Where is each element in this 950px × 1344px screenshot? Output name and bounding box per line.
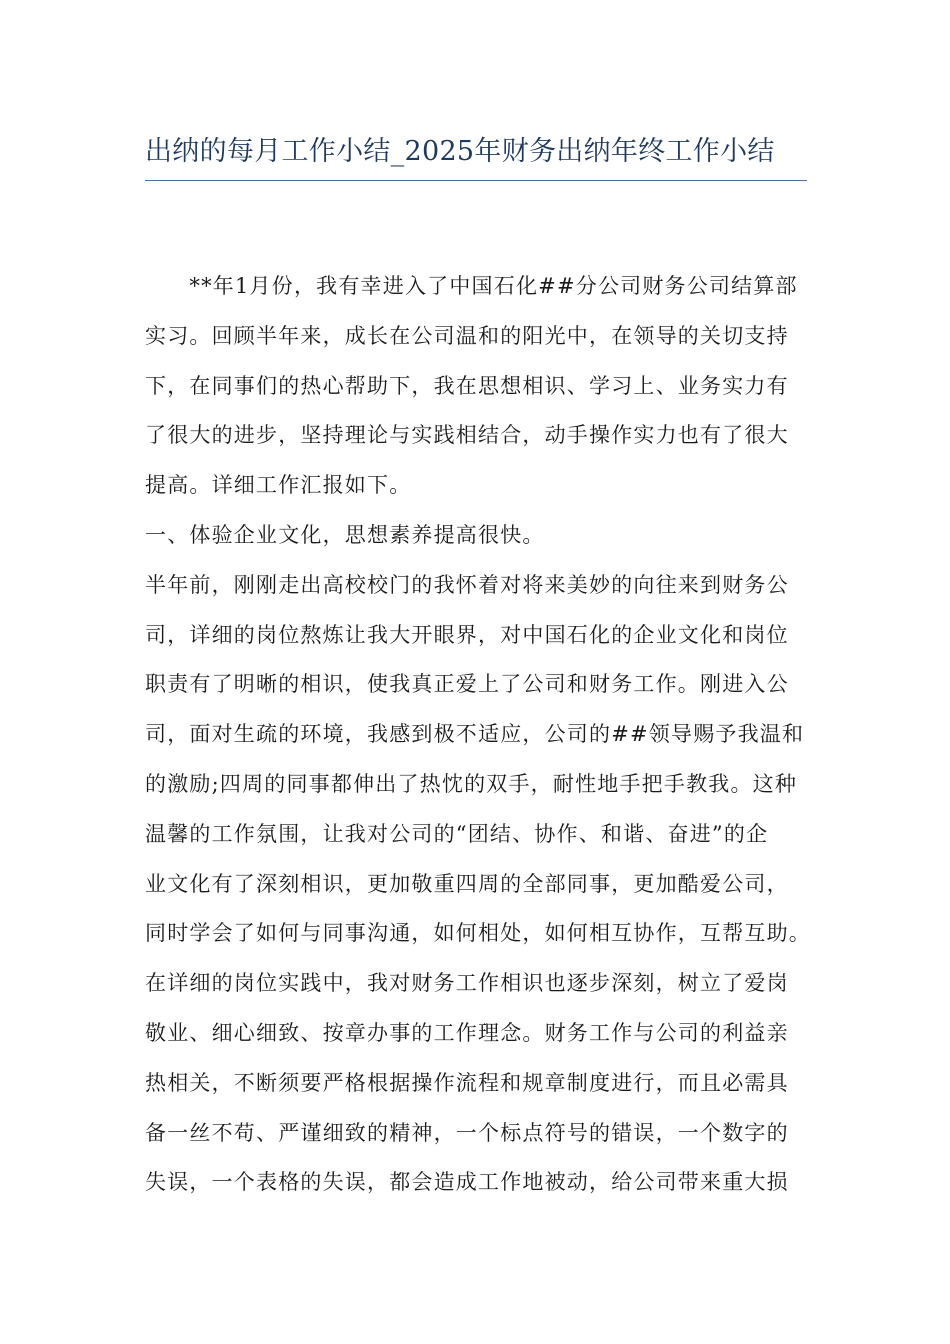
body-line: 业文化有了深刻相识，更加敬重四周的全部同事，更加酷爱公司， xyxy=(145,871,789,896)
body-line: 提高。详细工作汇报如下。 xyxy=(145,473,412,498)
body-line: 实习。回顾半年来，成长在公司温和的阳光中，在领导的关切支持 xyxy=(145,323,789,348)
body-line: 了很大的进步，坚持理论与实践相结合，动手操作实力也有了很大 xyxy=(145,423,789,448)
body-line: 下，在同事们的热心帮助下，我在思想相识、学习上、业务实力有 xyxy=(145,373,789,398)
title-underline xyxy=(145,180,807,181)
body-line: 司，面对生疏的环境，我感到极不适应，公司的##领导赐予我温和 xyxy=(145,722,805,747)
body-line: 职责有了明晰的相识，使我真正爱上了公司和财务工作。刚进入公 xyxy=(145,672,789,697)
document-title: 出纳的每月工作小结_2025年财务出纳年终工作小结 xyxy=(145,136,775,167)
body-line: 司，详细的岗位熬炼让我大开眼界，对中国石化的企业文化和岗位 xyxy=(145,622,789,647)
body-line: 在详细的岗位实践中，我对财务工作相识也逐步深刻，树立了爱岗 xyxy=(145,971,789,996)
body-line: 热相关，不断须要严格根据操作流程和规章制度进行，而且必需具 xyxy=(145,1070,789,1095)
body-line: 温馨的工作氛围，让我对公司的“团结、协作、和谐、奋进”的企 xyxy=(145,821,769,846)
document-body xyxy=(145,262,825,1208)
section-heading: 一、体验企业文化，思想素养提高很快。 xyxy=(145,522,545,547)
body-line: 失误，一个表格的失误，都会造成工作地被动，给公司带来重大损 xyxy=(145,1170,789,1195)
body-line: 半年前，刚刚走出高校校门的我怀着对将来美妙的向往来到财务公 xyxy=(145,572,789,597)
body-line: 敬业、细心细致、按章办事的工作理念。财务工作与公司的利益亲 xyxy=(145,1020,789,1045)
body-line: **年1月份，我有幸进入了中国石化##分公司财务公司结算部 xyxy=(145,274,798,298)
body-line: 备一丝不苟、严谨细致的精神，一个标点符号的错误，一个数字的 xyxy=(145,1120,789,1145)
body-line: 的激励;四周的同事都伸出了热忱的双手，耐性地手把手教我。这种 xyxy=(145,771,798,796)
body-line: 同时学会了如何与同事沟通，如何相处，如何相互协作，互帮互助。 xyxy=(145,921,811,946)
